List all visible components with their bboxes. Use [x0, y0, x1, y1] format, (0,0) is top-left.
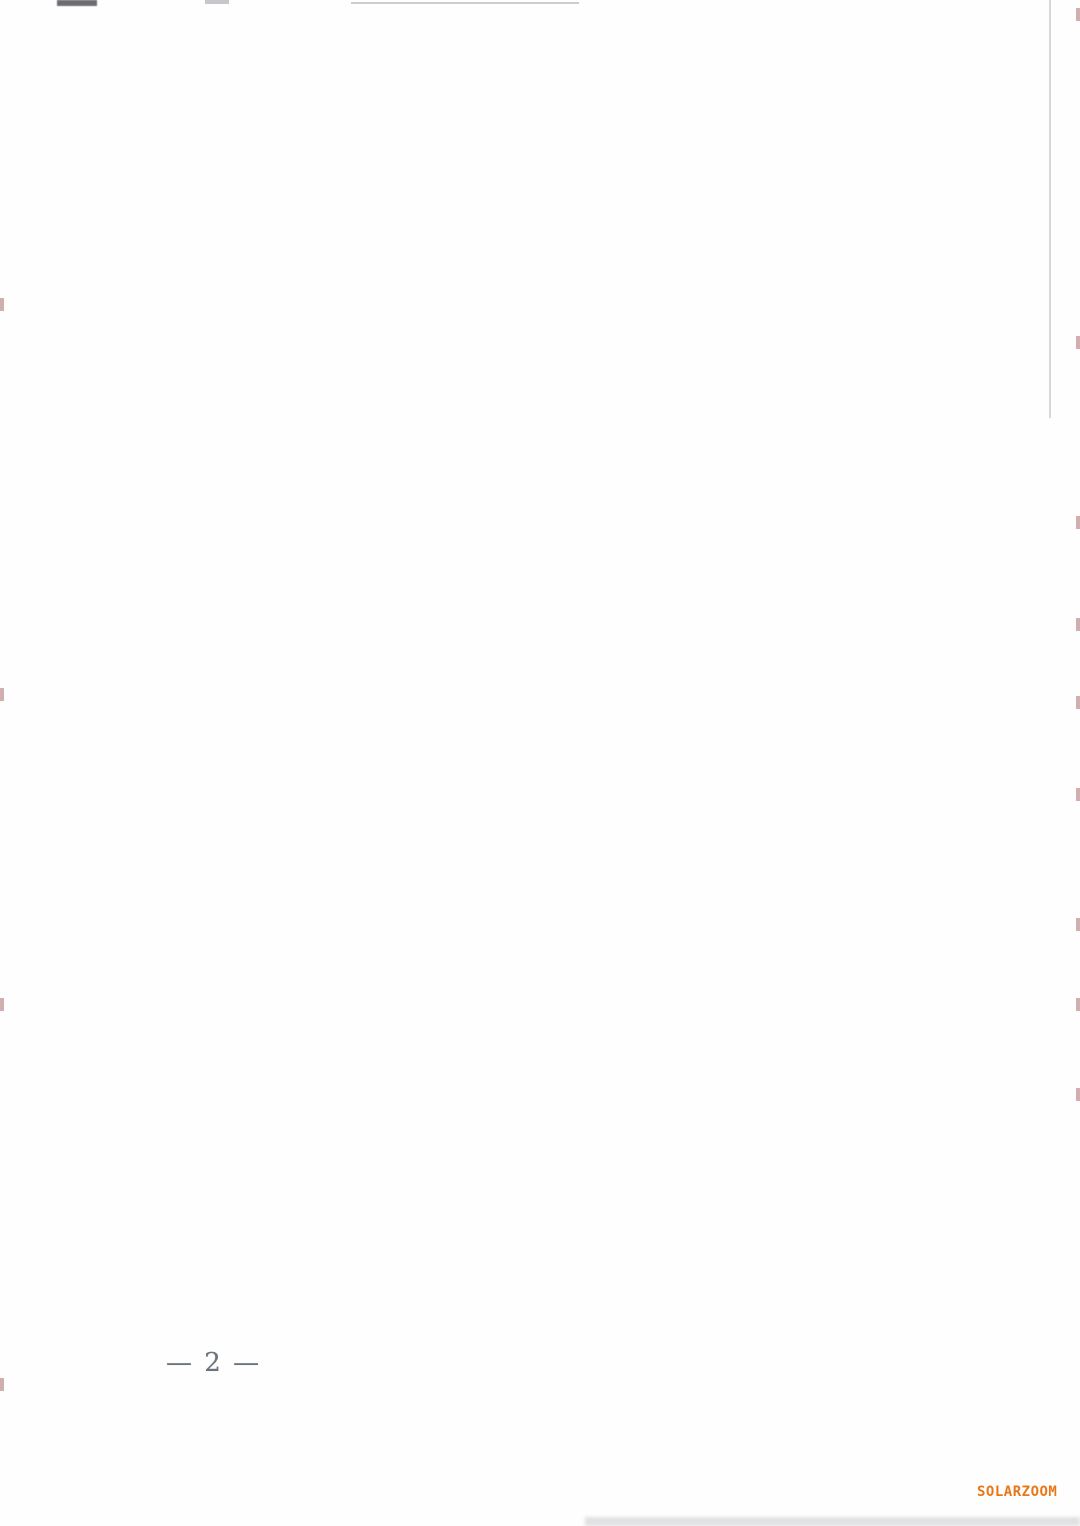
solarzoom-watermark: SOLARZOOM [977, 1484, 1058, 1500]
document-body [146, 199, 950, 1343]
scan-mark [0, 298, 4, 311]
scan-mark [1076, 998, 1080, 1011]
scan-page-edge-shadow [1049, 0, 1051, 418]
scan-shadow-bottom [585, 1517, 1080, 1526]
text-line [146, 459, 950, 511]
text-line [146, 927, 950, 979]
text-line [146, 303, 950, 355]
text-line [146, 199, 950, 251]
text-line [146, 1239, 950, 1291]
text-line [146, 979, 950, 1031]
scan-mark [1076, 336, 1080, 349]
text-line [146, 355, 950, 407]
text-line [146, 771, 950, 823]
text-line [146, 667, 950, 719]
scan-mark [0, 688, 4, 701]
scan-hairline-top [351, 2, 579, 4]
scan-mark [1076, 618, 1080, 631]
text-line [146, 1083, 950, 1135]
text-line [146, 1291, 950, 1343]
scan-mark [0, 998, 4, 1011]
text-line [146, 719, 950, 771]
text-line [146, 251, 950, 303]
scan-mark [1076, 516, 1080, 529]
scan-mark [1076, 788, 1080, 801]
scan-smudge-top [205, 0, 229, 4]
text-line [146, 615, 950, 667]
scan-mark [1076, 8, 1080, 21]
scan-mark [0, 1378, 4, 1391]
scan-mark [1076, 918, 1080, 931]
text-line [146, 511, 950, 563]
text-line [146, 1031, 950, 1083]
text-line [146, 563, 950, 615]
scan-mark [1076, 696, 1080, 709]
scan-mark [1076, 1088, 1080, 1101]
text-line [146, 1135, 950, 1187]
scan-smudge-top-left [57, 0, 97, 6]
text-line [146, 823, 950, 875]
text-line [146, 1187, 950, 1239]
text-line [146, 875, 950, 927]
page-number: — 2 — [166, 1348, 262, 1378]
text-line [146, 407, 950, 459]
